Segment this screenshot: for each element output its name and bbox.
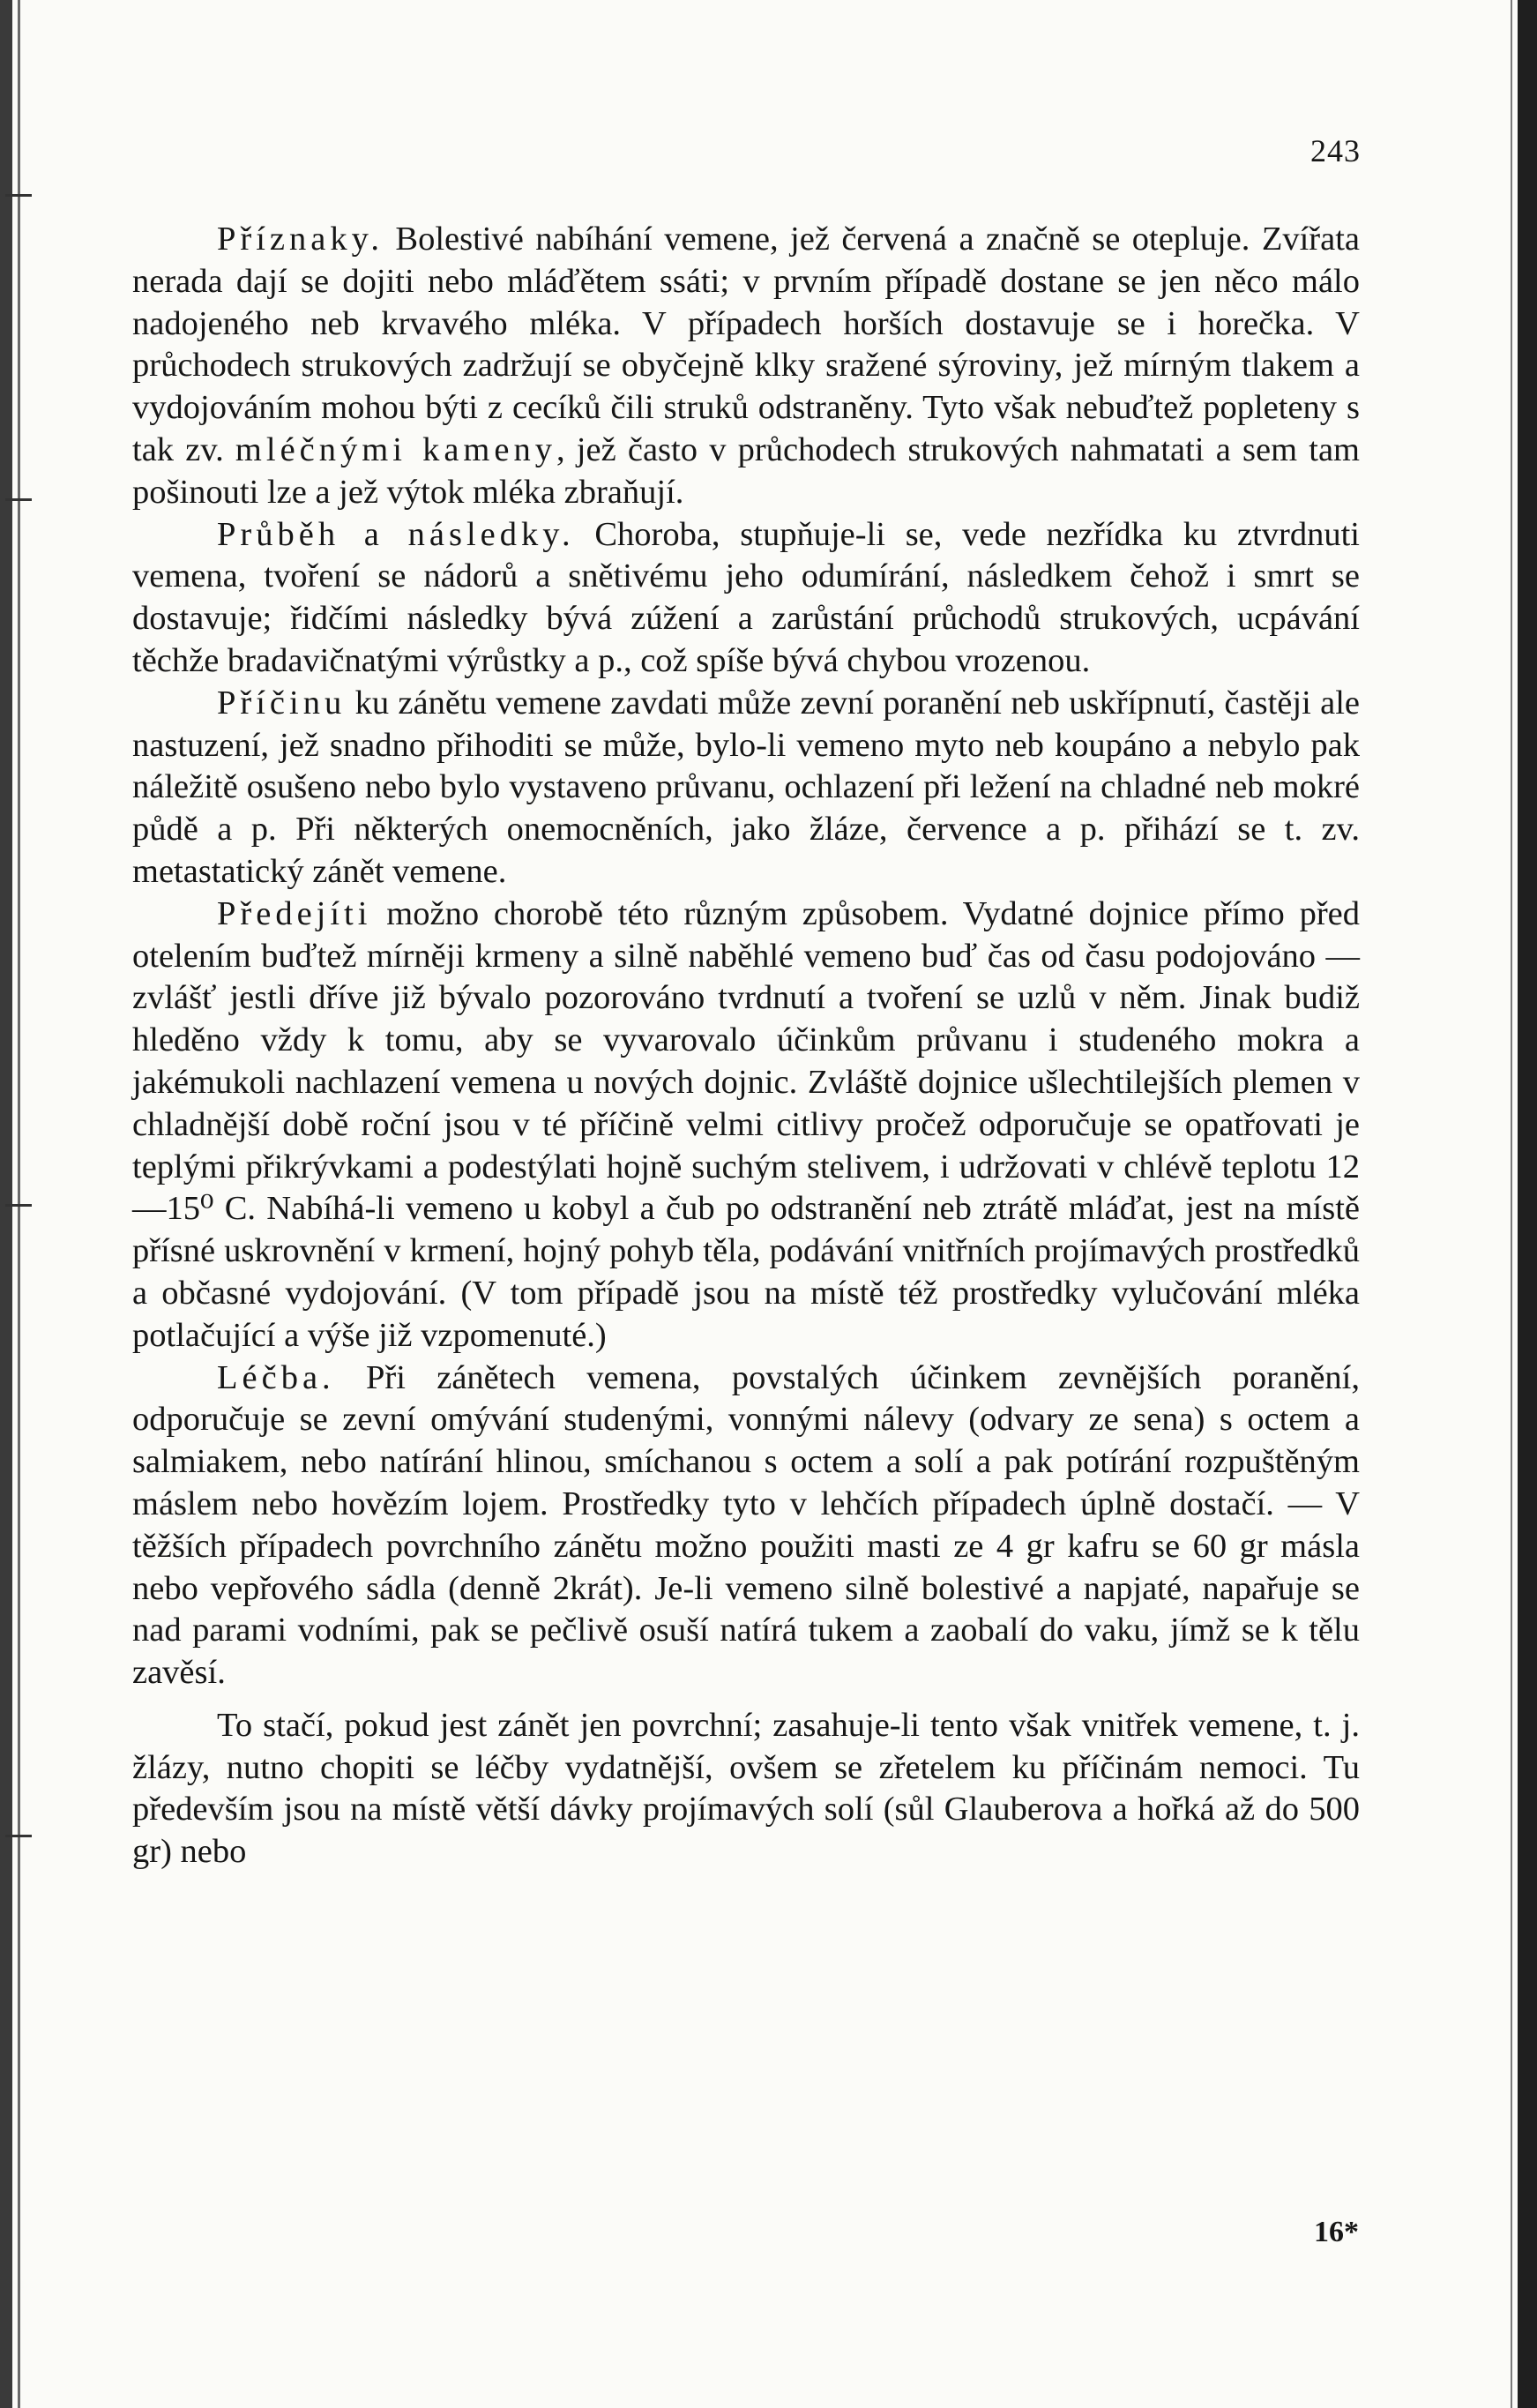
scan-edge-right-line [1511, 0, 1512, 2408]
signature-mark: 16* [1314, 2216, 1359, 2248]
paragraph-text: , jež často v průchodech strukových nahmatati a sem tam pošinouti lze a jež výtok mléka zbraňují. [132, 430, 1360, 511]
paragraph-treatment [132, 1357, 1360, 1694]
section-heading-causes: Příčinu [217, 684, 347, 722]
term-milk-stones: mléčnými kameny [235, 430, 556, 468]
paragraph-prevention [132, 894, 1360, 1357]
paragraph-text: To stačí, pokud jest zánět jen povrchní; zasahuje-li tento však vnitřek vemene, t. j. žlázy, nutno chopiti se léčby vydatnější, ovšem se zřetelem ku příčinám nemoci. Tu především jsou na místě větší dávky projímavých solí (sůl Glauberova a hořká až do 500 gr) nebo [132, 1706, 1360, 1871]
paragraph-text: možno chorobě této různým způsobem. Vydatné dojnice přímo před otelením buďtež mírněji krmeny a silně naběhlé vemeno buď čas od času podojováno — zvlášť jestli dříve již bývalo pozorováno tvrdnutí a tvoření se uzlů v něm. Jinak budiž hleděno vždy k tomu, aby se vyvarovalo účinkům průvanu i studeného mokra a jakémukoli nachlazení vemena u nových dojnic. Zvláště dojnice ušlechtilejších plemen v chladnější době roční jsou v té příčině velmi citlivy pročež odporučuje se opatřovati je teplými přikrývkami a podestýlati hojně suchým stelivem, i udržovati v chlévě teplotu 12—15⁰ C. Nabíhá-li vemeno u kobyl a čub po odstranění neb ztrátě mláďat, jest na místě přísné uskrovnění v krmení, hojný pohyb těla, podávání vnitřních projímavých prostředků a občasné vydojování. (V tom případě jsou na místě též prostředky vylučování mléka potlačující a výše již vzpomenuté.) [132, 894, 1360, 1354]
binding-tick-mark [5, 1204, 32, 1207]
paragraph-continuation [132, 1705, 1360, 1873]
paragraph-text: ku zánětu vemene zavdati může zevní poranění neb uskřípnutí, častěji ale nastuzení, jež snadno přihoditi se může, bylo-li vemeno myto neb koupáno a nebylo pak náležitě osušeno nebo bylo vystaveno průvanu, ochlazení při ležení na chladné neb mokré půdě a p. Při některých onemocněních, jako žláze, července a p. přihází se t. zv. metastatický zánět vemene. [132, 684, 1360, 890]
paragraph-symptoms [132, 219, 1360, 514]
paragraph-text: Bolestivé nabíhání vemene, jež červená a značně se otepluje. Zvířata nerada dají se dojiti nebo mláďětem ssáti; v prvním případě dostane se jen něco málo nadojeného neb krvavého mléka. V případech horších dostavuje se i horečka. V průchodech strukových zadržují se obyčejně klky sražené sýroviny, jež mírným tlakem a vydojováním mohou býti z cecíků čili struků odstraněny. Tyto však nebuďtež popleteny s tak zv. [132, 221, 1360, 468]
binding-tick-mark [5, 498, 32, 501]
scan-edge-right [1518, 0, 1537, 2408]
section-heading-prevention: Předejíti [217, 894, 372, 932]
paragraph-causes [132, 683, 1360, 894]
paragraph-course [132, 514, 1360, 683]
section-heading-course: Průběh a následky. [217, 515, 575, 553]
paragraph-text: Choroba, stupňuje-li se, vede nezřídka ku ztvrdnuti vemena, tvoření se nádorů a snětivému jeho odumírání, následkem čehož i smrt se dostavuje; řidčími následky bývá zúžení a zarůstání průchodů strukových, ucpávání těchže bradavičnatými výrůstky a p., což spíše bývá chybou vrozenou. [132, 515, 1361, 679]
binding-tick-mark [5, 1835, 32, 1837]
section-heading-treatment: Léčba. [217, 1358, 335, 1396]
binding-tick-mark [5, 194, 32, 197]
section-heading-symptoms: Příznaky. [217, 221, 384, 258]
body-text [132, 219, 1360, 1873]
page-number: 243 [1310, 133, 1361, 168]
paragraph-text: Při zánětech vemena, povstalých účinkem zevnějších poranění, odporučuje se zevní omývání studenými, vonnými nálevy (odvary ze sena) s octem a salmiakem, nebo natírání hlinou, smíchanou s octem a solí a pak potírání rozpuštěným máslem nebo hovězím lojem. Prostředky tyto v lehčích případech úplně dostačí. — V těžších případech povrchního zánětu možno použiti masti ze 4 gr kafru se 60 gr másla nebo vepřového sádla (denně 2krát). Je-li vemeno silně bolestivé a napjaté, napařuje se nad parami vodními, pak se pečlivě osuší natírá tukem a zaobalí do vaku, jímž se k tělu zavěsí. [132, 1358, 1360, 1692]
